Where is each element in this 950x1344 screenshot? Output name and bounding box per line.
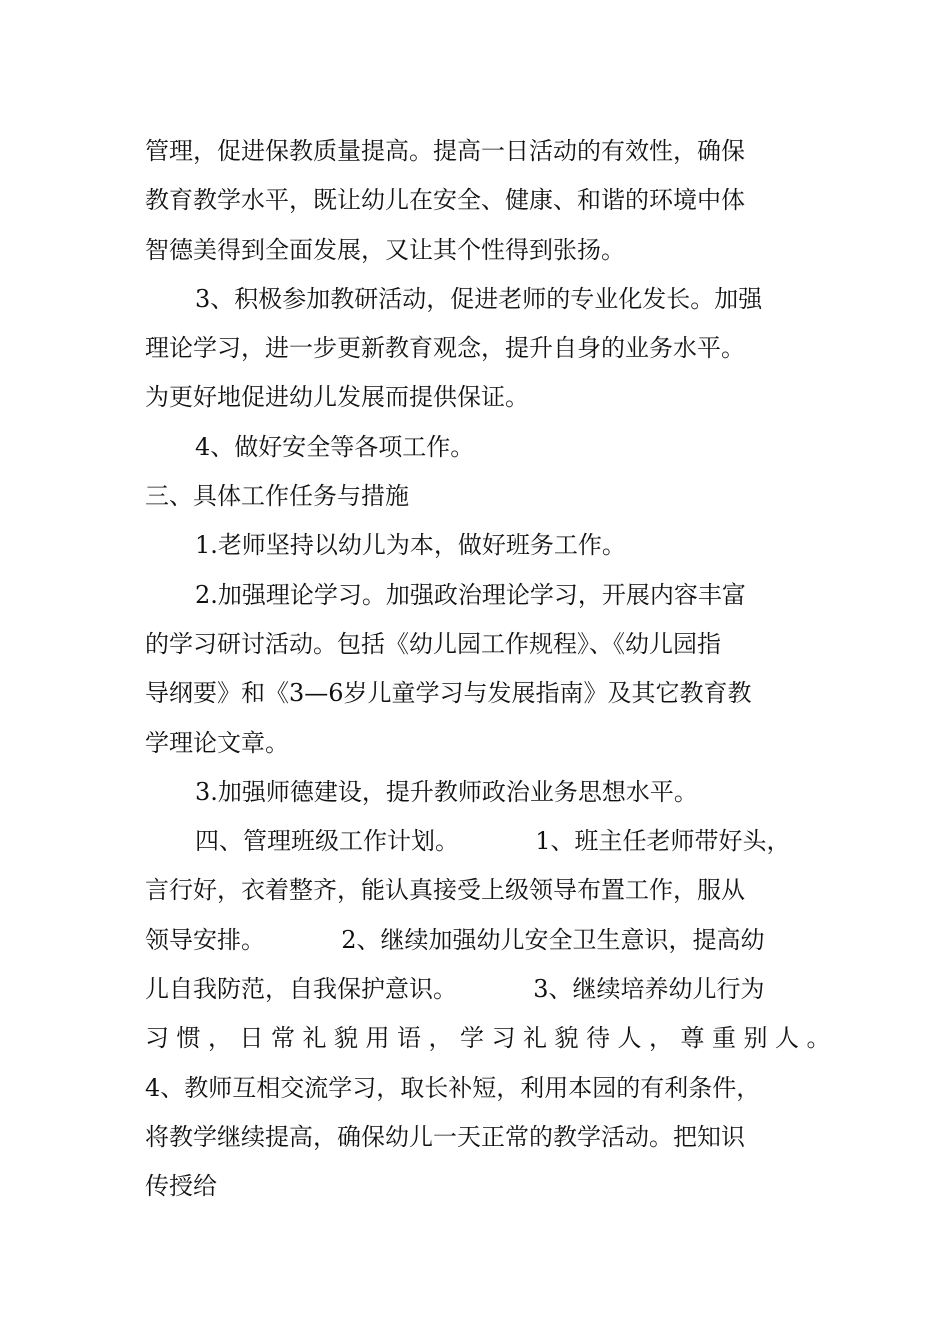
text-line: 习惯，日常礼貌用语，学习礼貌待人，尊重别人。 (145, 1024, 838, 1053)
text-line: 智德美得到全面发展，又让其个性得到张扬。 (145, 235, 625, 264)
text-line: 传授给 (145, 1172, 217, 1201)
text-line: 导纲要》和《3—6岁儿童学习与发展指南》及其它教育教 (145, 679, 752, 708)
text-line: 4、教师互相交流学习，取长补短，利用本园的有利条件， (145, 1073, 761, 1102)
document-body (145, 127, 838, 1212)
text-line: 3、积极参加教研活动，促进老师的专业化发长。加强 (195, 284, 763, 313)
text-line: 儿自我防范，自我保护意识。 3、继续培养幼儿行为 (145, 975, 765, 1004)
text-line: 学理论文章。 (145, 728, 289, 757)
text-line: 为更好地促进幼儿发展而提供保证。 (145, 383, 529, 412)
text-line: 的学习研讨活动。包括《幼儿园工作规程》、《幼儿园指 (145, 629, 721, 658)
text-line: 言行好，衣着整齐，能认真接受上级领导布置工作，服从 (145, 876, 745, 905)
text-line: 四、管理班级工作计划。 1、班主任老师带好头， (195, 827, 791, 856)
text-line: 4、做好安全等各项工作。 (195, 432, 475, 461)
text-line: 理论学习，进一步更新教育观念，提升自身的业务水平。 (145, 334, 745, 363)
text-line: 领导安排。 2、继续加强幼儿安全卫生意识，提高幼 (145, 925, 765, 954)
text-line: 将教学继续提高，确保幼儿一天正常的教学活动。把知识 (145, 1122, 745, 1151)
text-line: 1.老师坚持以幼儿为本，做好班务工作。 (195, 531, 626, 560)
text-line: 2.加强理论学习。加强政治理论学习，开展内容丰富 (195, 580, 746, 609)
section-heading: 三、具体工作任务与措施 (145, 482, 409, 511)
text-line: 教育教学水平，既让幼儿在安全、健康、和谐的环境中体 (145, 186, 745, 215)
text-line: 管理，促进保教质量提高。提高一日活动的有效性，确保 (145, 137, 745, 165)
text-line: 3.加强师德建设，提升教师政治业务思想水平。 (195, 777, 698, 806)
